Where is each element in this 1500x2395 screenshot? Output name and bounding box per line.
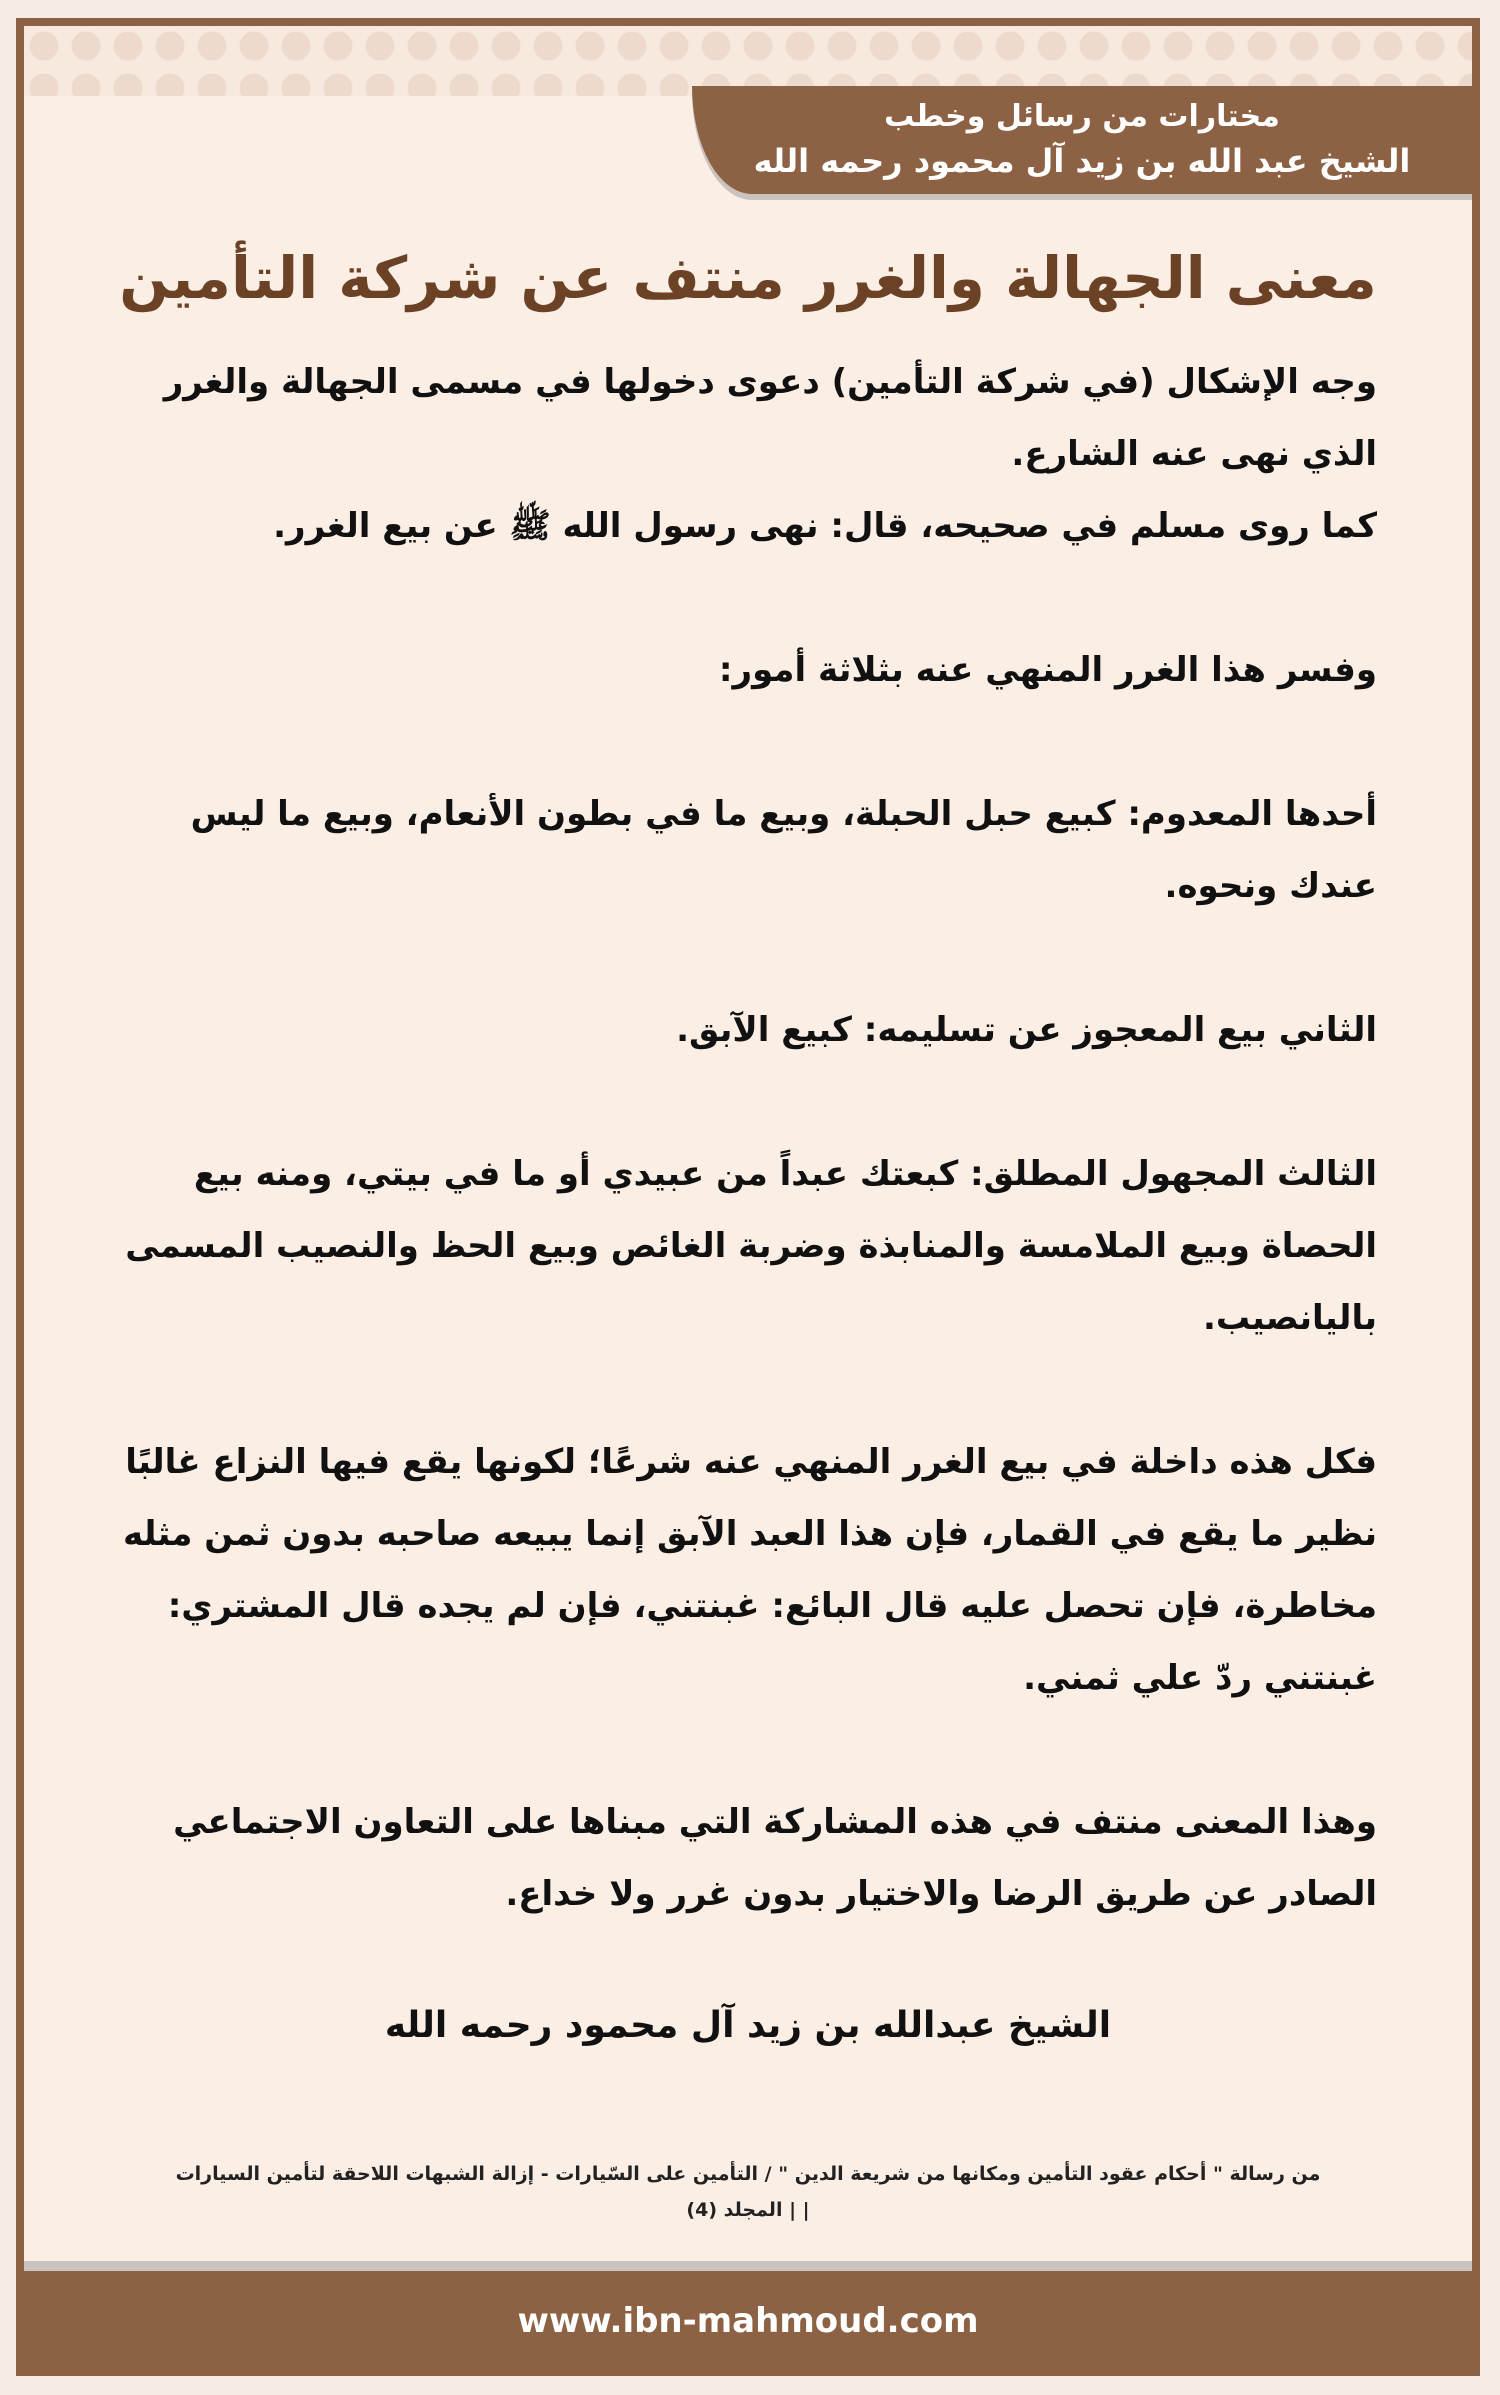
paragraph: وفسر هذا الغرر المنهي عنه بثلاثة أمور: bbox=[718, 650, 1377, 690]
header-line-2: الشيخ عبد الله بن زيد آل محمود رحمه الله bbox=[753, 142, 1411, 180]
paragraph: فكل هذه داخلة في بيع الغرر المنهي عنه شرعًا؛ لكونها يقع فيها النزاع غالبًا نظير ما يقع في القمار، فإن هذا العبد الآبق إنما يبيعه صاحبه بدون ثمن مثله مخاطرة، فإن تحصل عليه قال البائع: غبنتني، فإن لم يجده قال المشتري: غبنتني ردّ علي ثمني. bbox=[122, 1442, 1377, 1698]
header-banner bbox=[692, 86, 1472, 194]
source-line-1: من رسالة " أحكام عقود التأمين ومكانها من شريعة الدين " / التأمين على السّيارات - إزالة الشبهات اللاحقة لتأمين السيارات bbox=[175, 2163, 1321, 2185]
footer-divider bbox=[24, 2261, 1472, 2271]
paragraph: وجه الإشكال (في شركة التأمين) دعوى دخولها في مسمى الجهالة والغرر الذي نهى عنه الشارع. bbox=[163, 362, 1377, 474]
article-body bbox=[119, 346, 1377, 2002]
paragraph: الثاني بيع المعجوز عن تسليمه: كبيع الآبق. bbox=[676, 1010, 1377, 1050]
header-line-1: مختارات من رسائل وخطب bbox=[884, 99, 1280, 134]
page-frame bbox=[16, 18, 1480, 2376]
paragraph: أحدها المعدوم: كبيع حبل الحبلة، وبيع ما في بطون الأنعام، وبيع ما ليس عندك ونحوه. bbox=[190, 794, 1377, 906]
paragraph: كما روى مسلم في صحيحه، قال: نهى رسول الله ﷺ عن بيع الغرر. bbox=[273, 506, 1377, 546]
paragraph: وهذا المعنى منتف في هذه المشاركة التي مبناها على التعاون الاجتماعي الصادر عن طريق الرضا والاختيار بدون غرر ولا خداع. bbox=[173, 1802, 1377, 1914]
source-line-2: | | المجلد (4) bbox=[686, 2199, 810, 2221]
paragraph: الثالث المجهول المطلق: كبعتك عبداً من عبيدي أو ما في بيتي، ومنه بيع الحصاة وبيع الملامسة والمنابذة وضربة الغائص وبيع الحظ والنصيب المسمى باليانصيب. bbox=[125, 1154, 1377, 1338]
author-signature: الشيخ عبدالله بن زيد آل محمود رحمه الله bbox=[384, 2005, 1112, 2046]
page-title: معنى الجهالة والغرر منتف عن شركة التأمين bbox=[119, 244, 1377, 312]
source-citation bbox=[124, 2156, 1372, 2228]
footer-bar bbox=[24, 2271, 1472, 2368]
website-link[interactable]: www.ibn-mahmoud.com bbox=[517, 2301, 979, 2341]
